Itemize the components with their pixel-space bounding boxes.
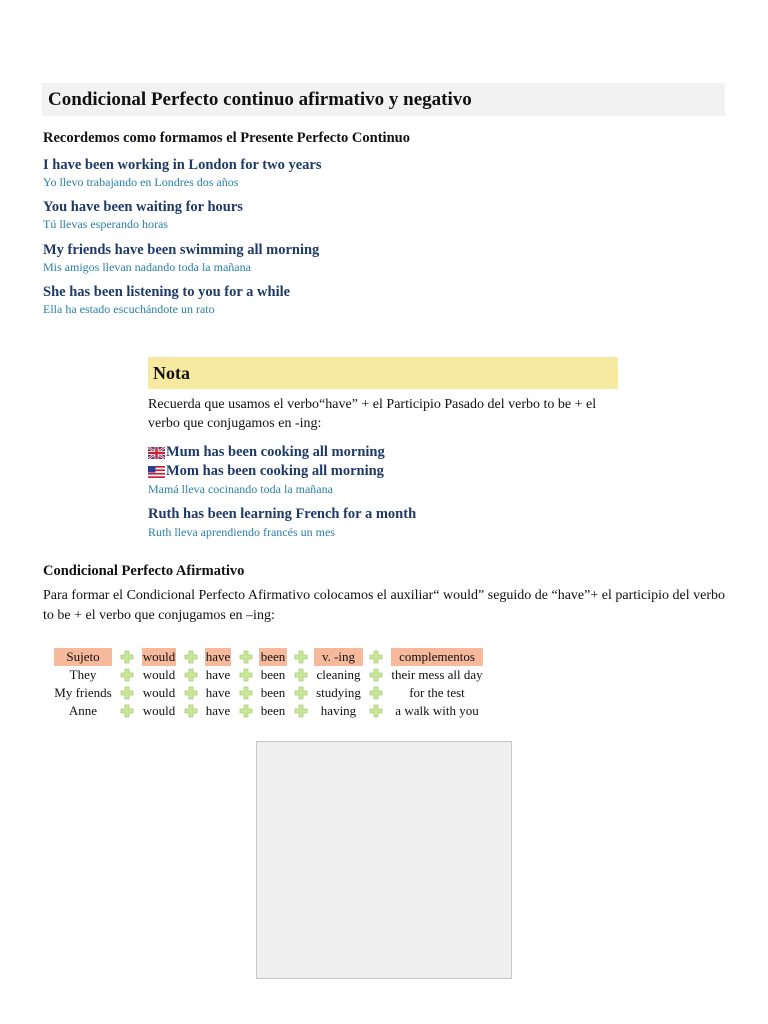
grammar-row xyxy=(0,702,768,720)
note-example-spanish: Mamá lleva cocinando toda la mañana xyxy=(148,482,333,496)
have-cell: have xyxy=(205,703,231,718)
title-bar xyxy=(42,83,725,116)
note-example-us: Mom has been cooking all morning xyxy=(166,463,384,479)
example-spanish: Yo llevo trabajando en Londres dos años xyxy=(43,175,239,189)
would-cell: would xyxy=(142,667,176,682)
plus-icon xyxy=(184,650,198,664)
image-placeholder xyxy=(256,741,512,979)
note-example-line xyxy=(148,505,416,524)
note-text: Recuerda que usamos el verbo“have” + el Participio Pasado del verbo to be + el verbo que conjugamos en -ing: xyxy=(148,397,597,431)
uk-flag-icon xyxy=(148,447,165,459)
plus-icon xyxy=(184,704,198,718)
header-cell: have xyxy=(205,649,231,664)
example-item xyxy=(43,199,243,232)
plus-icon xyxy=(369,686,383,700)
plus-icon xyxy=(184,668,198,682)
page-title: Condicional Perfecto continuo afirmativo y negativo xyxy=(48,89,472,110)
plus-icon xyxy=(294,650,308,664)
example-english: She has been listening to you for a while xyxy=(43,284,291,300)
header-cell: would xyxy=(142,649,176,664)
header-cell: been xyxy=(260,649,286,664)
example-spanish: Tú llevas esperando horas xyxy=(43,217,168,231)
example-item xyxy=(43,157,321,190)
plus-icon xyxy=(184,686,198,700)
been-cell: been xyxy=(260,703,286,718)
note-example-us-line xyxy=(148,462,385,481)
plus-icon xyxy=(120,668,134,682)
note-box xyxy=(148,357,618,389)
note-example-spanish: Ruth lleva aprendiendo francés un mes xyxy=(148,525,335,539)
ing-verb-cell: studying xyxy=(316,685,361,700)
note-heading: Nota xyxy=(153,363,190,383)
subject-cell: They xyxy=(69,667,97,682)
header-cell: complementos xyxy=(391,648,483,666)
plus-icon xyxy=(120,704,134,718)
note-example-english: Ruth has been learning French for a month xyxy=(148,506,417,522)
ing-verb-cell: having xyxy=(320,703,357,718)
plus-icon xyxy=(239,686,253,700)
ing-verb-cell: cleaning xyxy=(316,667,361,682)
affirmative-text: Para formar el Condicional Perfecto Afirmativo colocamos el auxiliar“ would” seguido de “have”+ el participio del verbo to be + el verbo que conjugamos en –ing: xyxy=(43,588,725,623)
example-english: My friends have been swimming all morning xyxy=(43,242,320,258)
plus-icon xyxy=(369,704,383,718)
example-english: You have been waiting for hours xyxy=(43,199,243,215)
affirmative-heading: Condicional Perfecto Afirmativo xyxy=(43,563,245,579)
grammar-header-row xyxy=(0,648,768,666)
would-cell: would xyxy=(142,685,176,700)
plus-icon xyxy=(294,668,308,682)
example-spanish: Mis amigos llevan nadando toda la mañana xyxy=(43,260,251,274)
grammar-row xyxy=(0,666,768,684)
plus-icon xyxy=(369,650,383,664)
header-cell: v. -ing xyxy=(314,648,363,666)
complement-cell: a walk with you xyxy=(395,703,479,718)
plus-icon xyxy=(294,686,308,700)
example-item xyxy=(43,242,319,275)
plus-icon xyxy=(120,686,134,700)
note-example-uk-line xyxy=(148,443,385,462)
recap-heading: Recordemos como formamos el Presente Perfecto Continuo xyxy=(43,130,410,146)
have-cell: have xyxy=(205,667,231,682)
note-example-uk: Mum has been cooking all morning xyxy=(166,444,385,460)
subject-cell: My friends xyxy=(54,685,112,700)
have-cell: have xyxy=(205,685,231,700)
plus-icon xyxy=(239,668,253,682)
plus-icon xyxy=(120,650,134,664)
complement-cell: their mess all day xyxy=(391,667,483,682)
would-cell: would xyxy=(142,703,176,718)
been-cell: been xyxy=(260,667,286,682)
example-item xyxy=(43,284,290,317)
note-example xyxy=(148,443,385,497)
us-flag-icon xyxy=(148,466,165,478)
header-cell: Sujeto xyxy=(54,648,112,666)
plus-icon xyxy=(239,704,253,718)
example-spanish: Ella ha estado escuchándote un rato xyxy=(43,302,215,316)
grammar-row xyxy=(0,684,768,702)
plus-icon xyxy=(369,668,383,682)
plus-icon xyxy=(294,704,308,718)
been-cell: been xyxy=(260,685,286,700)
plus-icon xyxy=(239,650,253,664)
note-example xyxy=(148,505,416,540)
example-english: I have been working in London for two years xyxy=(43,157,322,173)
complement-cell: for the test xyxy=(409,685,465,700)
subject-cell: Anne xyxy=(68,703,98,718)
